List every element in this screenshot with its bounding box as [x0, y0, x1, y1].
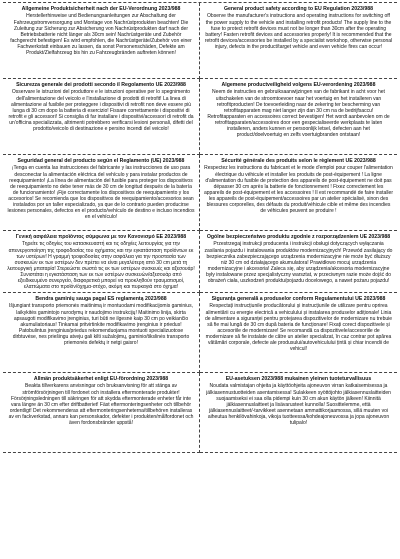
notice-body: Observe the manufacturer's instructions and operating instructions for switching off the power supply to the vehicle and installing retrofit products! The supply line to the fuse to protect retrofit devices must not be longer than 30cm after the operating battery! Fasten retrofit devices and accessories properly! It is recommended that the retrofit devices/accessories be installed by a specialist workshop, otherwise personal injury, defects in the product/target vehicle and even vehicle fires can occur!	[204, 13, 393, 50]
notice-body: Respectez les instructions du fabricant et le mode d'emploi pour couper l'alimentation électrique du véhicule et installer les produits de post-équipement ! La ligne d'alimentation du fusible de protection des appareils de post-équipement ne doit pas dépasser 30 cm après la batterie de fonctionnement ! Fixez correctement les appareils de post-équipement et les accessoires ! Il est recommandé de faire installer les appareils de post-équipement/accessoires par un atelier spécialisé, sinon des blessures corporelles, des défauts du produit/véhicule cible et même des incendies de véhicules peuvent se produire !	[204, 165, 393, 215]
notice-body: Respectați instrucțiunile producătorului și instrucțiunile de utilizare pentru oprirea alimentării cu energie electrică a vehiculului și instalarea produselor adiționale! Linia de alimentare a siguranței pentru protejarea dispozitivelor de modernizare nu trebuie să fie mai lungă de 30 cm după bateria de funcționare! Fixați corect dispozitivele și accesoriile de modernizare! Se recomandă ca dispozitivele/accesoriile de modernizare să fie instalate de către un atelier specializat, în caz contrar pot apărea vătămări corporale, defecte ale produsului/autovehiculului țintă și chiar incendii de vehicul!	[204, 303, 393, 353]
notice-swedish	[3, 373, 200, 453]
notice-dutch	[200, 79, 397, 155]
notice-body: Neem de instructies en gebruiksaanwijzingen van de fabrikant in acht voor het uitschakelen van de stroomtoevoer naar het voertuig en het installeren van retrofitproducten! De toevoerleiding naar de zekering ter bescherming van retrofitapparaten mag niet langer zijn dan 30 cm na de bedrijfsaccu! Retrofitapparaten en accessoires correct bevestigen! Het wordt aanbevolen om de retrofitapparaten/accessoires door een gespecialiseerde werkplaats te laten installeren, anders kunnen er persoonlijk letsel, defecten aan het product/doelvoertuig en zelfs voertuigbranden ontstaan!	[207, 89, 390, 139]
notice-body: Przestrzegaj instrukcji producenta i instrukcji obsługi dotyczących wyłączania zasilania pojazdu i instalowania produktów modernizacyjnych! Przewód zasilający do bezpiecznika zabezpieczającego urządzenia modernizacyjne nie może być dłuższy niż 30 cm od działającego akumulatora! Prawidłowo mocuj urządzenia modernizacyjne i akcesoria! Zaleca się, aby urządzenia/akcesoria modernizacyjne były instalowane przez specjalistyczny warsztat, w przeciwnym razie może dojść do obrażeń ciała, uszkodzeń produktu/pojazdu docelowego, a nawet pożaru pojazdu!	[204, 241, 393, 284]
notice-title: Γενική ασφάλεια προϊόντος σύμφωνα με τον Κανονισμό ΕΕ 2023/988	[15, 234, 187, 240]
notice-title: Sicurezza generale dei prodotti secondo il Regolamento UE 2023/988	[16, 82, 186, 88]
notice-body: Išjungiant transporto priemonės maitinimą ir montuodami modifikacijomis gaminius, laikykitės gamintojo nurodymų ir naudojimo instrukcijų! Maitinimo linija, skirta apsaugoti modifikavimo įrenginius, turi būti ne ilgesnė kaip 30 cm po veikiančio akumuliatoriaus! Tinkamai pritvirtinkite modifikavimo įrenginius ir priedus! Patobulintus įrenginius/priedus rekomenduojama montuoti specializuotose dirbtuvėse, nes priešingu atveju gali kilti sužalojimų, gaminio/tikslinės transporto priemonės defektų ir netgi gaisro!	[9, 303, 193, 346]
notice-finnish	[200, 373, 397, 453]
notice-romanian	[200, 293, 397, 373]
notice-body: Osservare le istruzioni del produttore e le istruzioni operative per lo spegnimento dell'alimentazione del veicolo e l'installazione di prodotti di retrofit! La linea di alimentazione al fusibile per proteggere i dispositivi di retrofit non deve essere più lunga di 30 cm dopo la batteria di esercizio! Fissare correttamente i dispositivi di retrofit e gli accessori! Si consiglia di far installare i dispositivi/accessori di retrofit da un'officina specializzata, altrimenti potrebbero verificarsi lesioni personali, difetti del prodotto/veicolo di destinazione e persino incendi del veicolo!	[8, 89, 194, 132]
notice-title: Algemene productveiligheid volgens EU-verordening 2023/988	[221, 82, 376, 88]
notice-title: Sécurité générale des produits selon le règlement UE 2023/988	[221, 158, 376, 164]
notice-title: Allgemeine Produktsicherheit nach der EU-Verordnung 2023/988	[21, 6, 181, 12]
notice-title: EU-asetuksen 2023/988 mukainen yleinen tuoteturvallisuus	[225, 376, 372, 382]
notice-title: General product safety according to EU Regulation 2023/988	[223, 6, 374, 12]
notice-body: Noudata valmistajan ohjeita ja käyttöohjeita ajoneuvon virran katkaisemisessa ja jälkiasennustuotteiden asentamisessa! Sulakkeen syöttöjohto jälkiasennuslaitteiden suojaamiseksi ei saa olla pidempi kuin 30 cm akun käytön jälkeen! Kiinnitä jälkiasennuslaitteet ja lisävarusteet kunnolla! Suosittelemme, että jälkiasennuslaitteet/-tarvikkeet asennetaan ammattikorjaamossa, sillä muuten voi aiheutua henkilövahinkoja, vikoja tuotteessa/kohdeajoneuvossa ja jopa ajoneuvon tulipalo!	[206, 383, 391, 426]
notice-title: Seguridad general del producto según el Reglamento (UE) 2023/988	[17, 158, 185, 164]
notice-grid	[3, 2, 397, 558]
notice-spanish	[3, 155, 200, 231]
notice-greek	[3, 231, 200, 293]
notice-body: Herstellerhinweise und Bedienungsanleitungen zur Abschaltung der Fahrzeugstromversorgung und Montage von Nachrüstprodukten beachten! Die Zuleitung zur Sicherung zur Absicherung von Nachrüstprodukten darf nach der Betriebsbatterie nicht länger als 30cm sein! Nachrüstgeräte und Zubehör fachgerecht befestigen! Es wird empfohlen, die Nachrüstgeräte/Zubehör von einer Fachwerkstatt einbauen zu lassen, da sonst Personenschäden, Defekte am Produkt/Zielfahrzeug bis hin zu Fahrzeugbränden auftreten können!	[10, 13, 192, 56]
notice-title: Bendra gaminių sauga pagal ES reglamentą 2023/988	[35, 296, 167, 302]
notice-title: Siguranța generală a produselor conform Regulamentului UE 2023/988	[211, 296, 386, 302]
notice-french	[200, 155, 397, 231]
notice-lithuanian	[3, 293, 200, 373]
notice-italian	[3, 79, 200, 155]
notice-title: Allmän produktsäkerhet enligt EU-förordning 2023/988	[33, 376, 169, 382]
notice-german	[3, 3, 200, 79]
notice-body: Τηρείτε τις οδηγίες του κατασκευαστή και τις οδηγίες λειτουργίας για την απενεργοποίηση της τροφοδοσίας του οχήματος και την εγκατάσταση προϊόντων εκ των υστέρων! Η γραμμή τροφοδοσίας στην ασφάλεια για την προστασία των συσκευών εκ των υστέρων δεν πρέπει να είναι μεγαλύτερη από 30 cm μετά τη λειτουργική μπαταρία! Στερεώστε σωστά τις εκ των υστέρων συσκευές και αξεσουάρ! Συνιστάται η εγκατάσταση των εκ των υστέρων συσκευών/αξεσουάρ από εξειδικευμένο συνεργείο, διαφορετικά μπορεί να προκληθούν τραυματισμοί, ελαττώματα στο προϊόν/όχημα-στόχο, ακόμη και πυρκαγιά στο όχημα!	[7, 241, 195, 291]
notice-polish	[200, 231, 397, 293]
notice-body: Beakta tillverkarens anvisningar och bruksanvisning för att stänga av strömförsörjningen till fordonet och installera eftermonterade produkter! Försörjningsledningen till säkringen för att skydda eftermonterade enheter får inte vara längre än 30 cm efter driftbatteriet! Fäst eftermonteringsenheter och tillbehör ordentligt! Det rekommenderas att eftermonteringsenheterna/tillbehören installeras av en fackverkstad, annars kan personskador, defekter i produkten/målfordonet och även fordonsbränder uppstå!	[8, 383, 194, 426]
notice-body: ¡Tenga en cuenta las instrucciones del fabricante y las instrucciones de uso para desconectar la alimentación eléctrica del vehículo y para instalar productos de reequipamiento! ¡La línea de alimentación del fusible para proteger los dispositivos de reequipamiento no debe tener más de 30 cm de longitud después de la batería de funcionamiento! ¡Fije correctamente los dispositivos de reequipamiento y los accesorios! Se recomienda que los dispositivos de reequipamiento/accesorios sean instalados por un taller especializado, ya que de lo contrario pueden producirse lesiones personales, defectos en el producto/vehículo de destino e incluso incendios en el vehículo!	[7, 165, 195, 221]
notice-title: Ogólne bezpieczeństwo produktu zgodnie z rozporządzeniem UE 2023/988	[206, 234, 391, 240]
notice-english	[200, 3, 397, 79]
